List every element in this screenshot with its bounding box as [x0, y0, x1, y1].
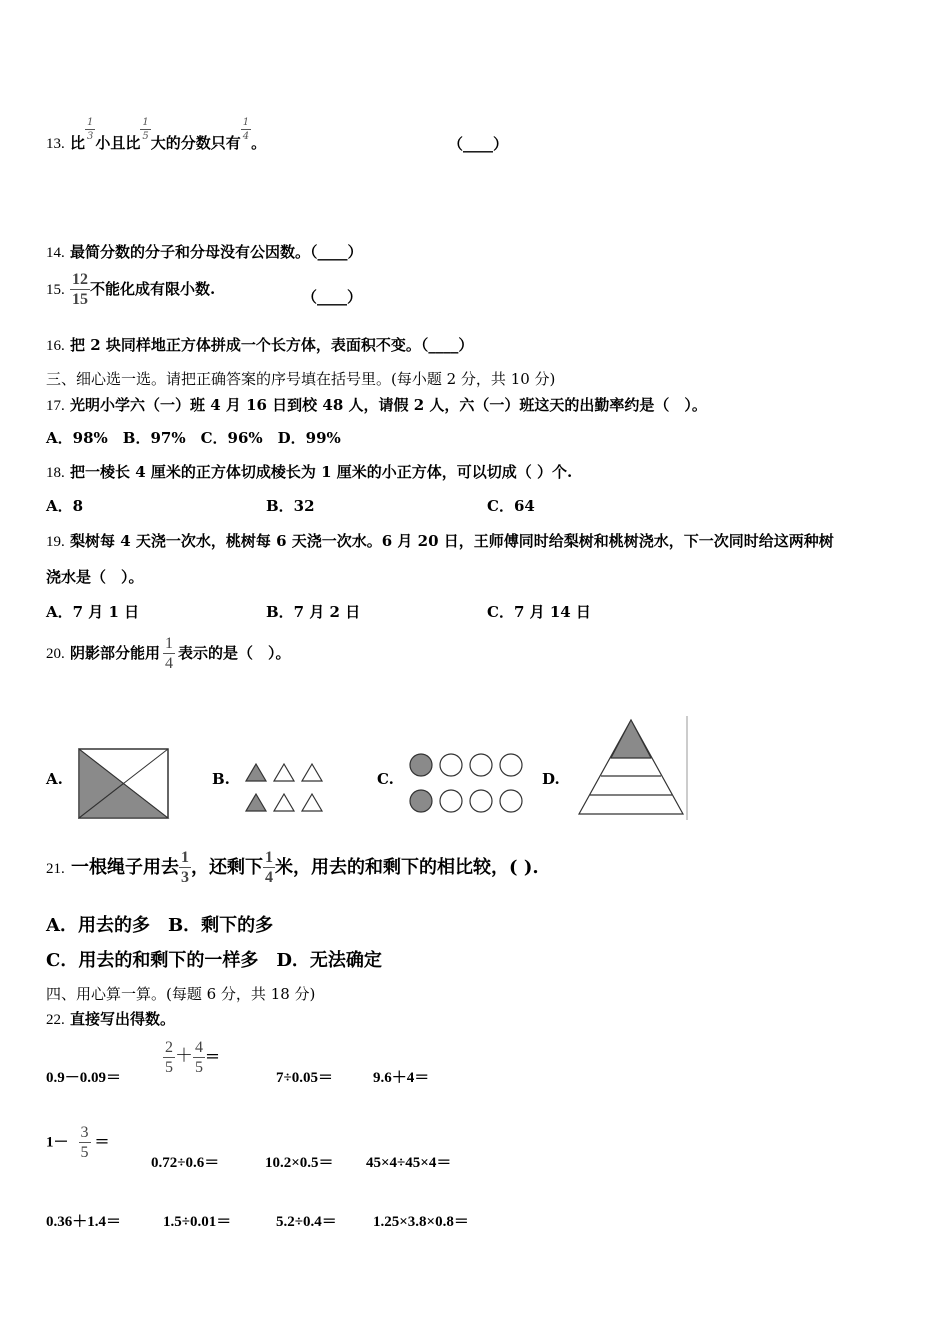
q20-figure-b[interactable]	[244, 762, 326, 814]
question-15: 15. $\frac{12}{15}$ 不能化成有限小数.	[46, 271, 216, 308]
q18-option-c[interactable]: C．64	[487, 497, 535, 515]
section-4-heading: 四、用心算一算。(每题 6 分，共 18 分)	[46, 985, 316, 1003]
calc-r2-c[interactable]: 10.2×0.5＝	[265, 1155, 334, 1171]
question-14: 14. 最简分数的分子和分母没有公因数。（____）	[46, 243, 363, 261]
calc-r3-c[interactable]: 5.2÷0.4＝	[276, 1214, 337, 1230]
question-16: 16. 把 2 块同样地正方体拼成一个长方体，表面积不变。（____）	[46, 336, 474, 354]
fraction-one-third: $\frac{1}{3}$	[87, 117, 94, 142]
q15-answer-blank[interactable]: （____）	[302, 288, 363, 306]
q13-answer-blank[interactable]: （____）	[448, 135, 509, 153]
q21-options-cd[interactable]: C．用去的和剩下的一样多 D．无法确定	[46, 950, 382, 971]
calc-r3-d[interactable]: 1.25×3.8×0.8＝	[373, 1214, 469, 1230]
q17-options[interactable]: A．98% B．97% C．96% D．99%	[46, 429, 341, 447]
fraction-one-fourth: $\frac{1}{4}$	[265, 849, 274, 886]
q19-option-b[interactable]: B．7 月 2 日	[266, 603, 361, 621]
q20-option-c-label[interactable]: C.	[377, 770, 394, 788]
question-20: 20. 阴影部分能用 $\frac{1}{4}$ 表示的是（ ）。	[46, 635, 291, 672]
q20-figure-d[interactable]	[576, 716, 690, 822]
fraction-one-fourth: $\frac{1}{4}$	[242, 117, 250, 142]
fraction-one-fourth: $\frac{1}{4}$	[165, 635, 173, 672]
q20-figure-c[interactable]	[408, 751, 526, 817]
q18-option-b[interactable]: B．32	[266, 497, 315, 515]
question-18: 18. 把一棱长 4 厘米的正方体切成棱长为 1 厘米的小正方体，可以切成（ ）个.	[46, 463, 573, 481]
calc-r2-a[interactable]: 1－ $\frac{3}{5}$ ＝	[46, 1124, 110, 1161]
q20-option-a-label[interactable]: A.	[46, 770, 63, 788]
q19-option-c[interactable]: C．7 月 14 日	[487, 603, 591, 621]
question-13: 13. 比 $\frac{1}{3}$ 小且比 $\frac{1}{5}$ 大的分数只有 $\frac{1}{4}$ 。	[46, 117, 267, 152]
q21-options-ab[interactable]: A．用去的多 B．剩下的多	[46, 915, 274, 936]
question-19: 19. 梨树每 4 天浇一次水，桃树每 6 天浇一次水。6 月 20 日，王师傅同时给梨树和桃树浇水，下一次同时给这两种树	[46, 532, 834, 550]
calc-r2-d[interactable]: 45×4÷45×4＝	[366, 1155, 452, 1171]
calc-r1-c[interactable]: 7÷0.05＝	[276, 1070, 333, 1086]
fraction-twelve-fifteenths: $\frac{12}{15}$	[71, 271, 88, 308]
q19-option-a[interactable]: A．7 月 1 日	[46, 603, 140, 621]
question-17: 17. 光明小学六（一）班 4 月 16 日到校 48 人，请假 2 人，六（一）班这天的出勤率约是（ ）。	[46, 396, 707, 414]
section-3-heading: 三、细心选一选。请把正确答案的序号填在括号里。(每小题 2 分，共 10 分)	[46, 370, 556, 388]
question-19-line2: 浇水是（ ）。	[46, 568, 144, 586]
fraction-one-third: $\frac{1}{3}$	[181, 849, 190, 886]
calc-r3-b[interactable]: 1.5÷0.01＝	[163, 1214, 232, 1230]
q18-option-a[interactable]: A．8	[46, 497, 84, 515]
calc-r2-b[interactable]: 0.72÷0.6＝	[151, 1155, 220, 1171]
q20-option-d-label[interactable]: D.	[542, 770, 560, 788]
calc-r3-a[interactable]: 0.36＋1.4＝	[46, 1214, 122, 1230]
q20-option-b-label[interactable]: B.	[212, 770, 230, 788]
fraction-one-fifth: $\frac{1}{5}$	[142, 117, 149, 142]
calc-r1-d[interactable]: 9.6＋4＝	[373, 1070, 430, 1086]
q20-figure-a[interactable]	[78, 748, 170, 820]
question-21: 21. 一根绳子用去 $\frac{1}{3}$ ，还剩下 $\frac{1}{4}$ 米，用去的和剩下的相比较，( ).	[46, 849, 539, 886]
question-22: 22. 直接写出得数。	[46, 1010, 175, 1028]
calc-r1-b[interactable]: $\frac{2}{5}$ ＋ $\frac{4}{5}$ ＝	[165, 1039, 221, 1076]
calc-r1-a[interactable]: 0.9－0.09＝	[46, 1070, 122, 1086]
